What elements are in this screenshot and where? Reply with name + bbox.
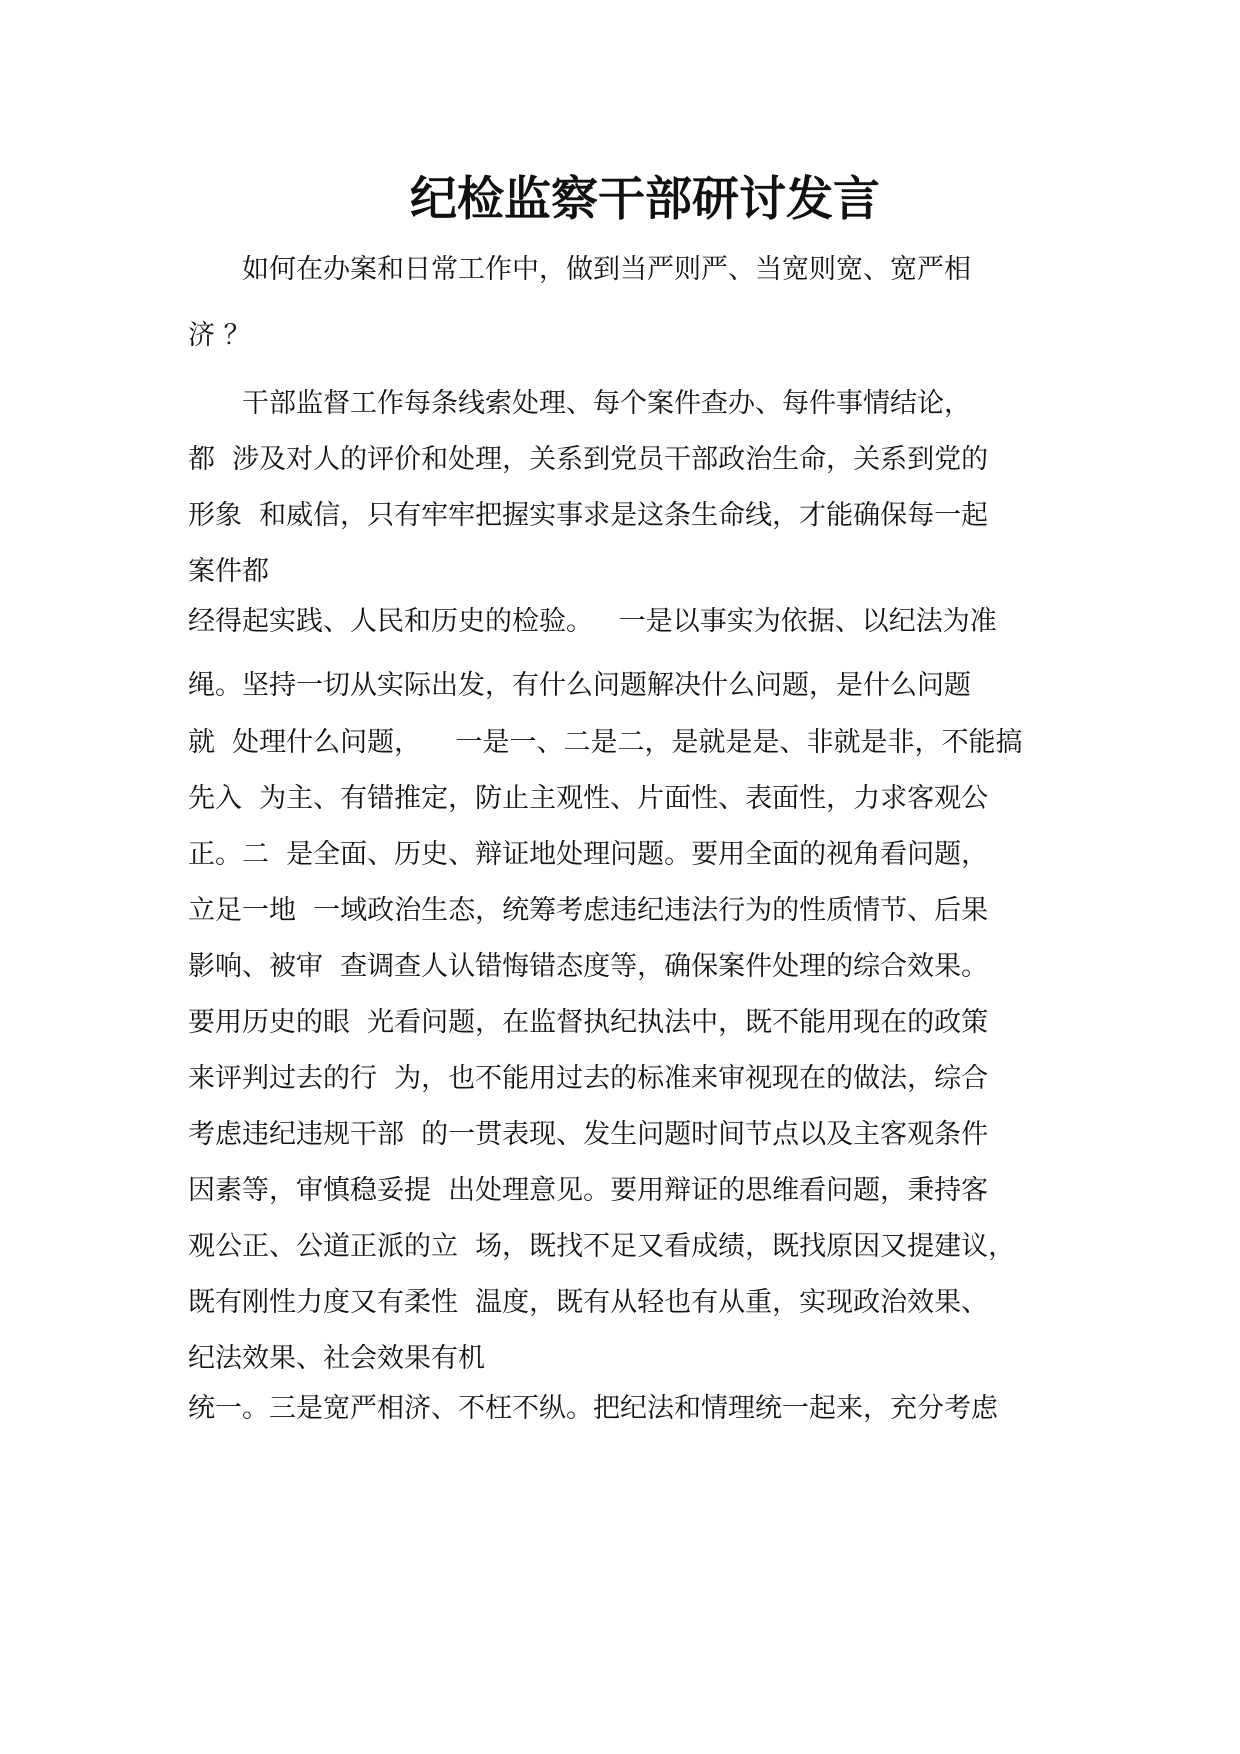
body-line: 经得起实践、人民和历史的检验。 一是以事实为依据、以纪法为准	[188, 606, 997, 637]
body-line: 就 处理什么问题， 一是一、二是二，是就是是、非就是非，不能搞	[188, 727, 1023, 758]
body-line: 来评判过去的行 为，也不能用过去的标准来审视现在的做法，综合	[188, 1063, 989, 1094]
body-line: 先入 为主、有错推定，防止主观性、片面性、表面性，力求客观公	[188, 783, 989, 814]
body-line: 都 涉及对人的评价和处理，关系到党员干部政治生命，关系到党的	[188, 444, 989, 475]
body-line: 影响、被审 查调查人认错悔错态度等，确保案件处理的综合效果。	[188, 951, 989, 982]
body-line: 立足一地 一域政治生态，统筹考虑违纪违法行为的性质情节、后果	[188, 895, 989, 926]
body-line: 既有刚性力度又有柔性 温度，既有从轻也有从重，实现政治效果、	[188, 1287, 989, 1318]
body-line: 案件都	[188, 556, 269, 587]
body-line: 干部监督工作每条线索处理、每个案件查办、每件事情结论，	[188, 388, 971, 419]
body-line: 因素等，审慎稳妥提 出处理意见。要用辩证的思维看问题，秉持客	[188, 1175, 989, 1206]
body-line: 统一。三是宽严相济、不枉不纵。把纪法和情理统一起来，充分考虑	[188, 1393, 998, 1424]
body-line: 如何在办案和日常工作中，做到当严则严、当宽则宽、宽严相	[188, 254, 971, 285]
body-line: 济 ？	[188, 320, 251, 351]
body-line: 考虑违纪违规干部 的一贯表现、发生问题时间节点以及主客观条件	[188, 1119, 989, 1150]
body-line: 正。二 是全面、历史、辩证地处理问题。要用全面的视角看问题，	[188, 839, 989, 870]
body-line: 要用历史的眼 光看问题，在监督执纪执法中，既不能用现在的政策	[188, 1007, 989, 1038]
document-title: 纪检监察干部研讨发言	[410, 172, 880, 227]
body-line: 绳。坚持一切从实际出发，有什么问题解决什么问题，是什么问题	[188, 670, 971, 701]
body-line: 观公正、公道正派的立 场，既找不足又看成绩，既找原因又提建议，	[188, 1231, 1016, 1262]
body-line: 纪法效果、社会效果有机	[188, 1343, 485, 1374]
body-line: 形象 和威信，只有牢牢把握实事求是这条生命线，才能确保每一起	[188, 500, 989, 531]
